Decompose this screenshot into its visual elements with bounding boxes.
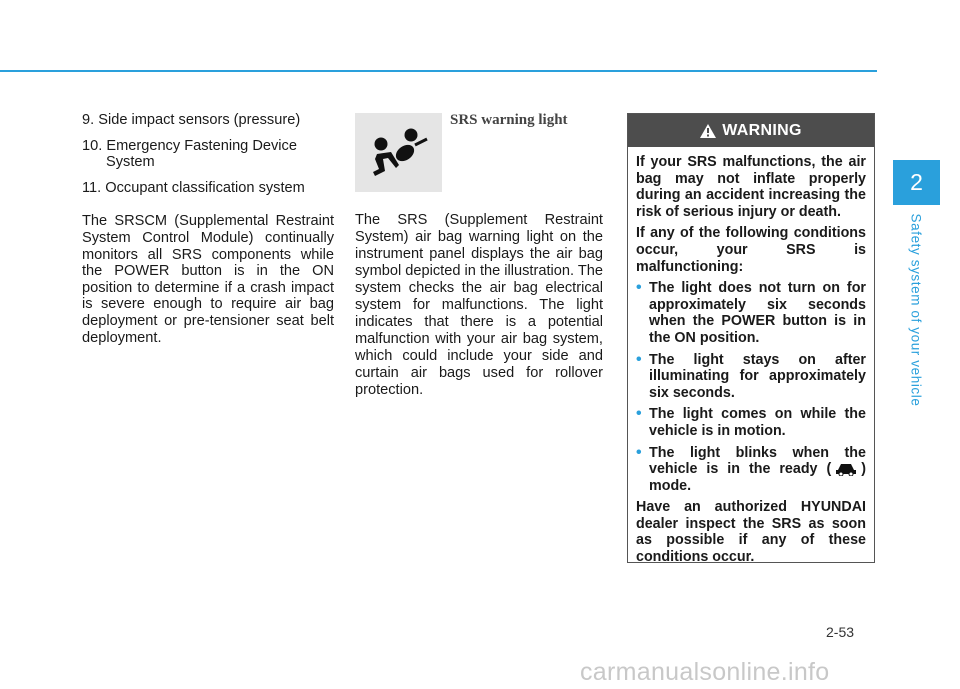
list-item: • The light stays on after illuminating for approximately six seconds. (636, 350, 866, 401)
warning-outro: Have an authorized HYUNDAI dealer inspect the SRS as soon as possible if any of these conditions occur. (636, 499, 866, 566)
chapter-tab: 2 (893, 160, 940, 205)
srscm-paragraph: The SRSCM (Supplemental Restraint System Control Module) continually monitors all SRS components while the POWER button is in the ON position to determine if a crash impact is severe enough to require air bag deployment or pre-tensioner seat belt deployment. (82, 213, 334, 346)
section-heading: SRS warning light (450, 112, 568, 128)
watermark: carmanualsonline.info (580, 658, 830, 686)
bullet-icon: • (636, 350, 642, 368)
bullet-icon: • (636, 405, 642, 423)
page-number: 2-53 (826, 624, 855, 640)
bullet-icon: • (636, 443, 642, 461)
list-item: 11. Occupant classification system (82, 179, 305, 196)
bullet-icon: • (636, 279, 642, 297)
list-item: 10. Emergency Fastening Device System (82, 137, 297, 171)
warning-list (636, 280, 866, 494)
warning-triangle-icon (700, 124, 716, 138)
list-item: 9. Side impact sensors (pressure) (82, 112, 301, 128)
warning-intro: If any of the following conditions occur, your SRS is malfunctioning: (636, 225, 866, 275)
list-item: • The light blinks when the vehicle is in the ready ( ) mode. (636, 443, 866, 494)
warning-title: WARNING (722, 121, 802, 139)
srs-light-paragraph: The SRS (Supplement Restraint System) air bag warning light on the instrument panel displays the air bag symbol depicted in the illustration. The system checks the air bag electrical system for malfunctions. The light indicates that there is a potential malfunction with your air bag system, which could include your side and curtain air bags used for rollover protection. (355, 212, 603, 398)
list-item: • The light does not turn on for approximately six seconds when the POWER button is in the ON position. (636, 279, 866, 346)
list-item: • The light comes on while the vehicle is in motion. (636, 405, 866, 439)
left-column (82, 112, 334, 346)
header-rule (0, 70, 877, 72)
airbag-warning-icon (355, 113, 442, 192)
warning-box (627, 113, 875, 566)
ready-car-icon (835, 462, 857, 476)
warning-body (628, 147, 874, 566)
warning-intro: If your SRS malfunctions, the air bag may not inflate properly during an accident increasing the risk of serious injury or death. (636, 154, 866, 220)
warning-header (628, 114, 874, 147)
